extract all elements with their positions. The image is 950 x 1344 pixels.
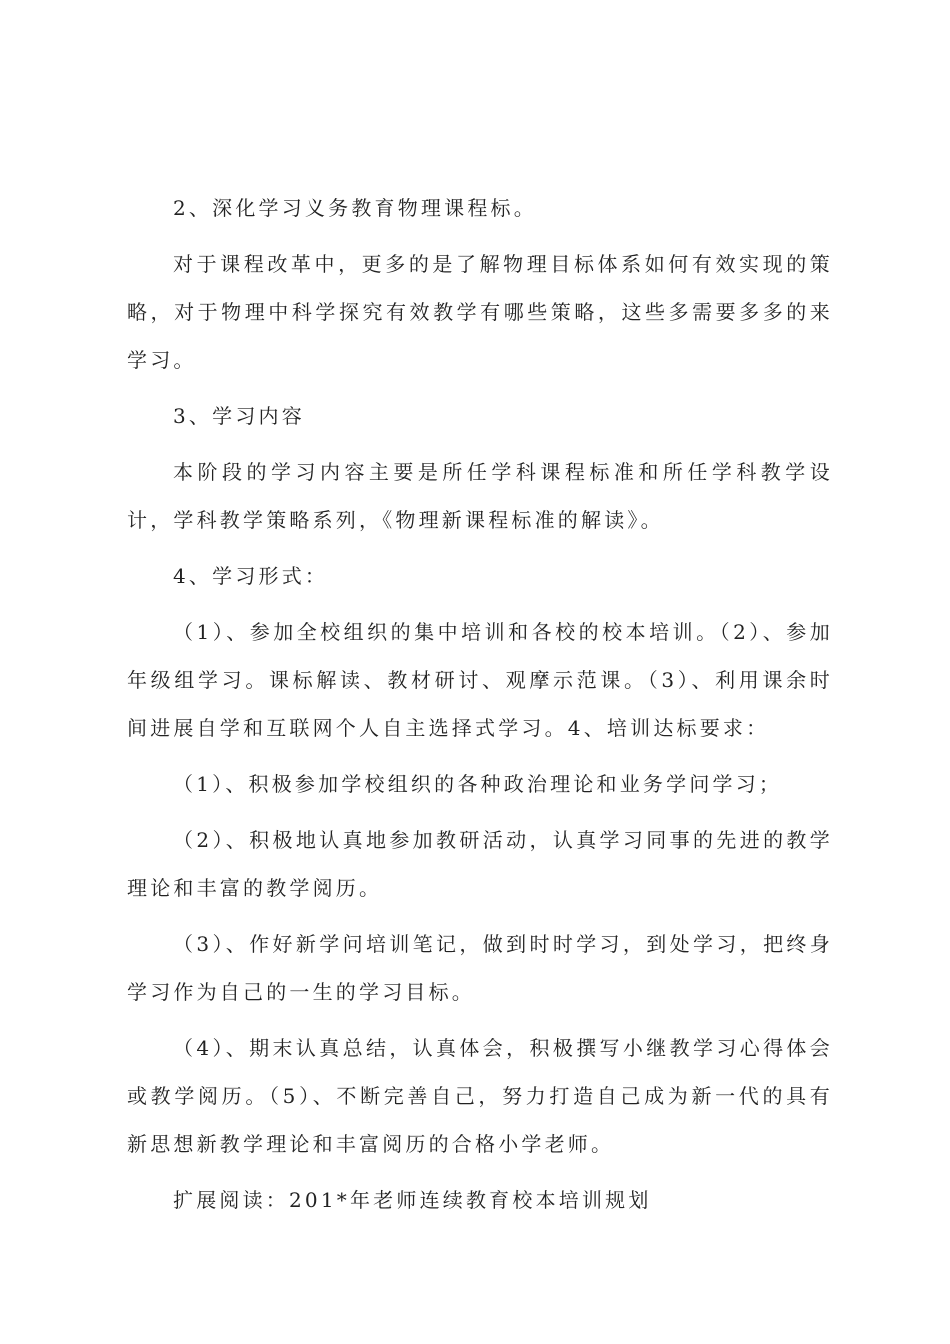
paragraph-learning-content: 本阶段的学习内容主要是所任学科课程标准和所任学科教学设计，学科教学策略系列，《物理新课程标准的解读》。 bbox=[127, 460, 833, 532]
section-heading-2: 2、深化学习义务教育物理课程标。 bbox=[173, 196, 537, 220]
section-heading-4: 4、学习形式： bbox=[173, 564, 329, 588]
section-heading-3: 3、学习内容 bbox=[173, 404, 305, 428]
paragraph-requirement-4-5: （4）、期末认真总结，认真体会，积极撰写小继教学习心得体会或教学阅历。（5）、不断完善自己，努力打造自己成为新一代的具有新思想新教学理论和丰富阅历的合格小学老师。 bbox=[127, 1036, 833, 1156]
paragraph-requirement-2: （2）、积极地认真地参加教研活动，认真学习同事的先进的教学理论和丰富的教学阅历。 bbox=[127, 828, 833, 900]
paragraph-requirement-3: （3）、作好新学问培训笔记，做到时时学习，到处学习，把终身学习作为自己的一生的学习目标。 bbox=[127, 932, 833, 1004]
document-body bbox=[127, 184, 833, 1232]
paragraph-curriculum-reform: 对于课程改革中，更多的是了解物理目标体系如何有效实现的策略，对于物理中科学探究有效教学有哪些策略，这些多需要多多的来学习。 bbox=[127, 252, 833, 372]
paragraph-learning-forms: （1）、参加全校组织的集中培训和各校的校本培训。（2）、参加年级组学习。课标解读、教材研讨、观摩示范课。（3）、利用课余时间进展自学和互联网个人自主选择式学习。4、培训达标要求： bbox=[127, 620, 833, 740]
extended-reading: 扩展阅读：201*年老师连续教育校本培训规划 bbox=[173, 1188, 652, 1212]
paragraph-requirement-1: （1）、积极参加学校组织的各种政治理论和业务学问学习； bbox=[173, 772, 783, 796]
